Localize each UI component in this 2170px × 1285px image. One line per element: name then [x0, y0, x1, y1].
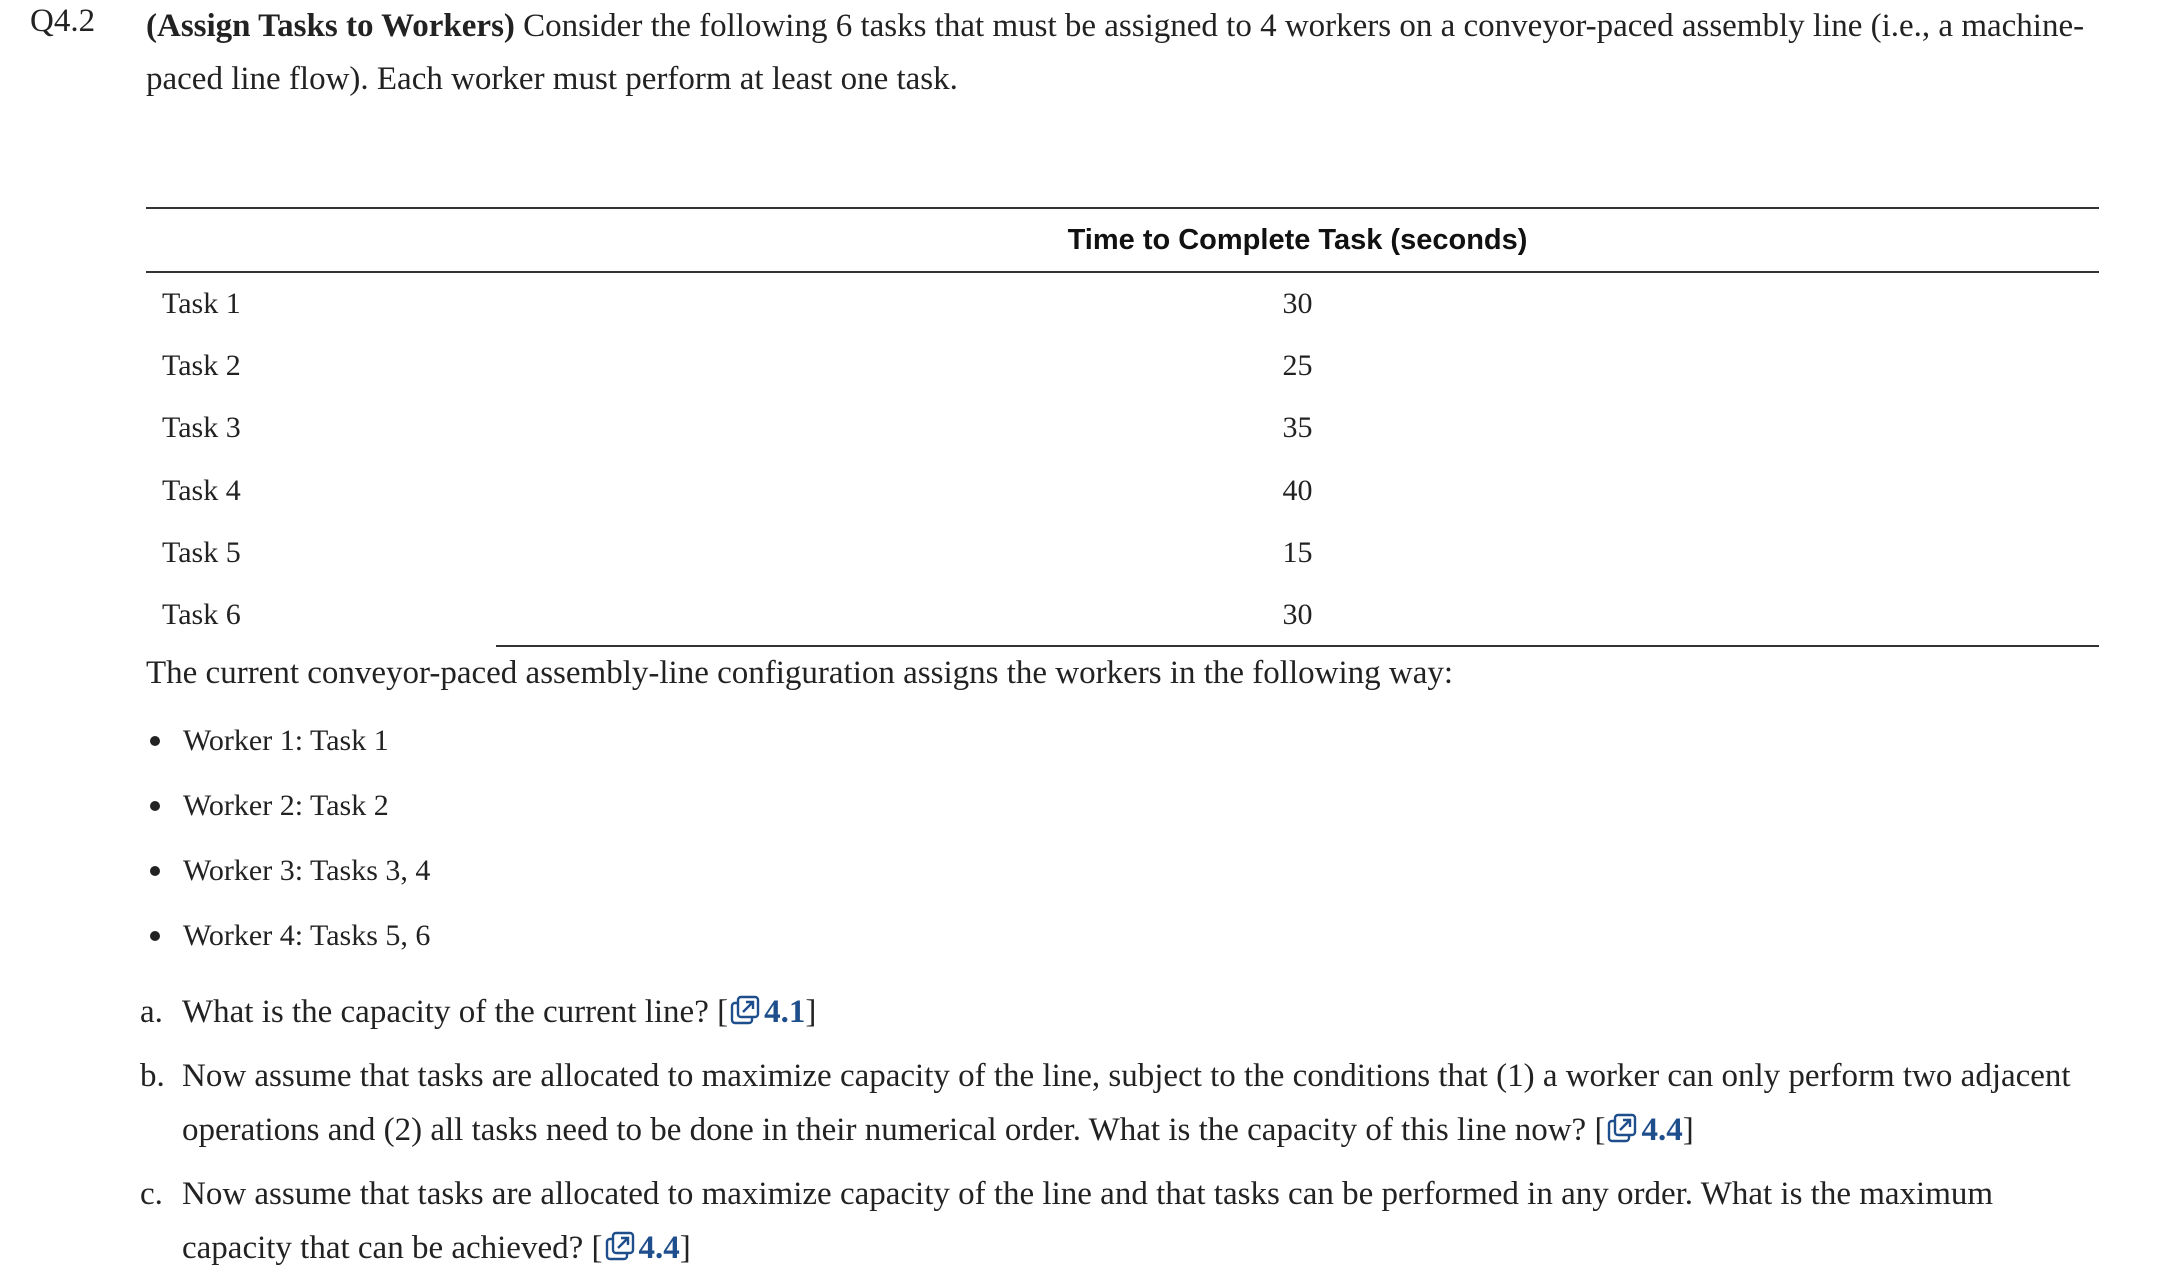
task-name: Task 4 — [162, 474, 241, 507]
task-time: 15 — [1282, 536, 1313, 569]
table-row — [146, 584, 2099, 646]
assignment-text: Worker 1: Task 1 — [183, 724, 389, 757]
list-item — [146, 714, 430, 779]
configuration-text: The current conveyor-paced assembly-line configuration assigns the workers in the following way: — [146, 655, 1454, 691]
task-name: Task 5 — [162, 536, 241, 569]
list-item — [146, 844, 430, 909]
part-label: b. — [140, 1058, 165, 1094]
table-row — [146, 335, 2099, 397]
table-row — [146, 522, 2099, 584]
section-reference: [ 4.4] — [1594, 1112, 1694, 1148]
assignment-text: Worker 4: Tasks 5, 6 — [183, 919, 431, 952]
task-name: Task 6 — [162, 598, 241, 631]
question-intro-text: Consider the following 6 tasks that must be assigned to 4 workers on a conveyor-paced assembly line (i.e., a machine-paced line flow). Each worker must perform at least one task. — [146, 8, 2085, 97]
task-time: 40 — [1282, 474, 1313, 507]
worker-assignment-list — [146, 714, 430, 974]
question-number: Q4.2 — [30, 3, 96, 39]
part-text: Now assume that tasks are allocated to maximize capacity of the line, subject to the conditions that (1) a worker can only perform two adjacent operations and (2) all tasks need to be done in their numerical order. What is the capacity of this line now? — [182, 1058, 2071, 1148]
table-row — [146, 397, 2099, 459]
external-link-icon[interactable] — [605, 1231, 635, 1261]
task-name: Task 1 — [162, 287, 241, 320]
part-a — [140, 985, 2100, 1039]
section-link[interactable]: 4.4 — [1641, 1112, 1683, 1148]
task-time: 25 — [1282, 349, 1313, 382]
section-link[interactable]: 4.4 — [638, 1230, 680, 1266]
section-link[interactable]: 4.1 — [764, 994, 806, 1030]
task-time: 35 — [1282, 411, 1313, 444]
section-reference: [ 4.4] — [591, 1230, 691, 1266]
assignment-text: Worker 3: Tasks 3, 4 — [183, 854, 431, 887]
list-item — [146, 779, 430, 844]
task-name: Task 3 — [162, 411, 241, 444]
bullet-icon — [150, 866, 160, 876]
task-name: Task 2 — [162, 349, 241, 382]
task-time: 30 — [1282, 287, 1313, 320]
table-row — [146, 273, 2099, 335]
part-b — [140, 1049, 2100, 1157]
assignment-text: Worker 2: Task 2 — [183, 789, 389, 822]
task-time: 30 — [1282, 598, 1313, 631]
table-row — [146, 460, 2099, 522]
question-intro — [146, 0, 2096, 106]
list-item — [146, 909, 430, 974]
part-c — [140, 1167, 2100, 1275]
section-reference: [ 4.1] — [717, 994, 817, 1030]
bullet-icon — [150, 801, 160, 811]
bullet-icon — [150, 931, 160, 941]
bullet-icon — [150, 736, 160, 746]
part-text: Now assume that tasks are allocated to maximize capacity of the line and that tasks can be performed in any order. What is the maximum capacity that can be achieved? — [182, 1176, 1994, 1266]
external-link-icon[interactable] — [730, 995, 760, 1025]
question-parts — [140, 985, 2100, 1285]
part-text: What is the capacity of the current line? — [182, 994, 709, 1030]
part-label: a. — [140, 994, 163, 1030]
part-label: c. — [140, 1176, 163, 1212]
table-bottom-rule — [496, 645, 2099, 647]
question-title: (Assign Tasks to Workers) — [146, 8, 515, 44]
table-column-header: Time to Complete Task (seconds) — [1067, 224, 1528, 256]
table-top-rule — [146, 207, 2099, 209]
external-link-icon[interactable] — [1607, 1113, 1637, 1143]
